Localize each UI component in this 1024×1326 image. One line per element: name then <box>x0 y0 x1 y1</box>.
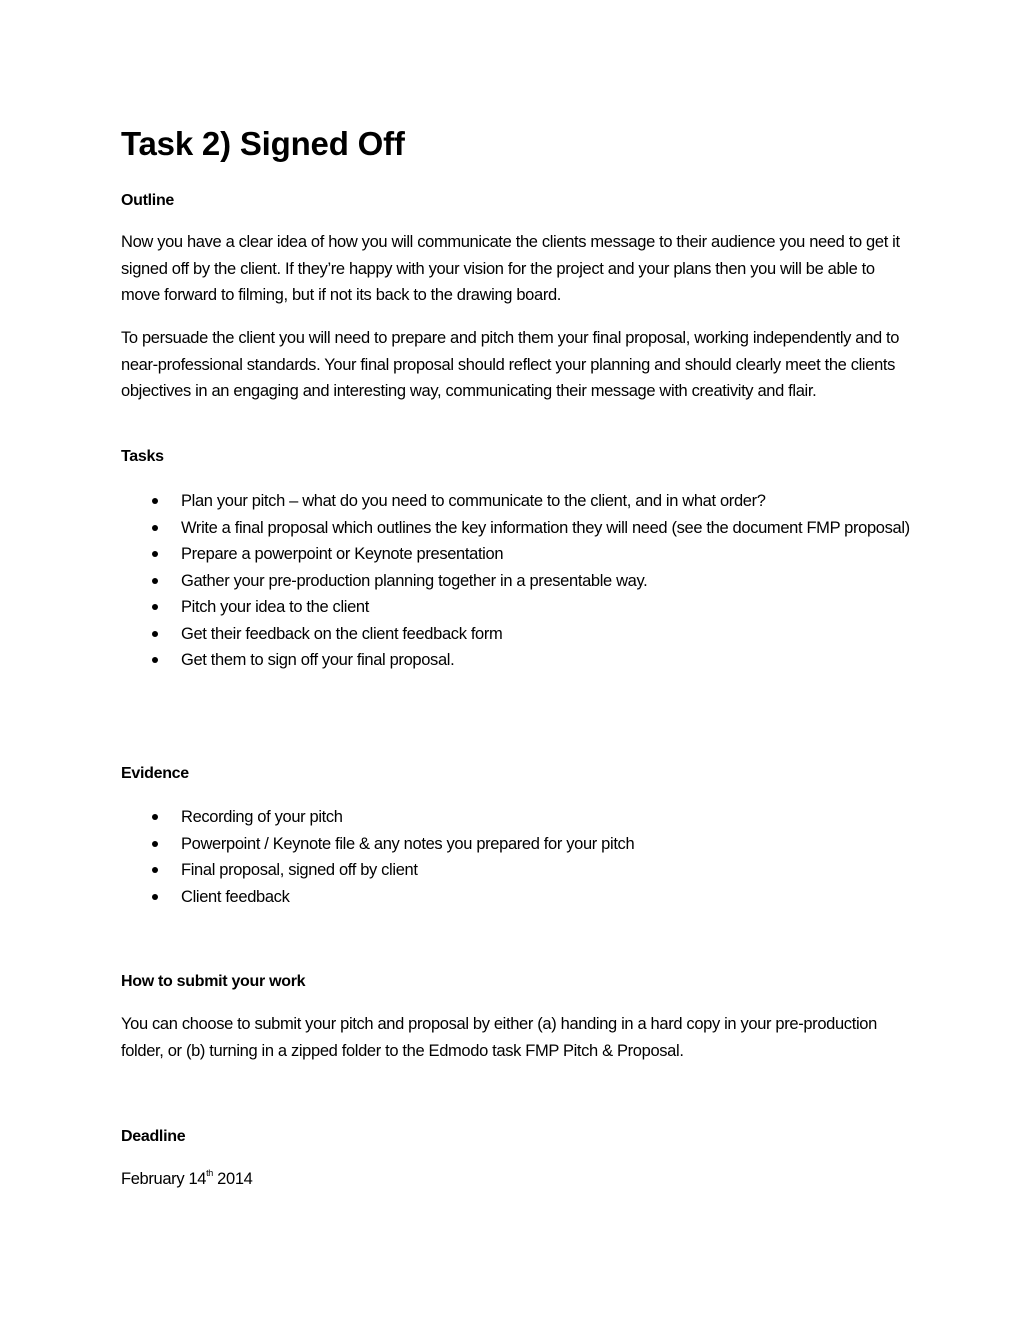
list-item: Gather your pre-production planning together in a presentable way. <box>121 568 911 595</box>
bullet-icon <box>152 631 158 637</box>
bullet-icon <box>152 604 158 610</box>
bullet-icon <box>152 657 158 663</box>
list-item: Plan your pitch – what do you need to communicate to the client, and in what order? <box>121 488 911 515</box>
evidence-list <box>121 804 911 910</box>
list-item: Pitch your idea to the client <box>121 594 911 621</box>
bullet-icon <box>152 551 158 557</box>
document-page <box>121 122 911 1188</box>
tasks-heading: Tasks <box>121 448 164 465</box>
list-item: Final proposal, signed off by client <box>121 857 911 884</box>
list-item: Client feedback <box>121 884 911 911</box>
bullet-icon <box>152 498 158 504</box>
deadline-heading: Deadline <box>121 1128 186 1145</box>
bullet-icon <box>152 814 158 820</box>
bullet-icon <box>152 578 158 584</box>
tasks-list <box>121 488 911 674</box>
list-item: Get their feedback on the client feedback form <box>121 621 911 648</box>
submit-paragraph: You can choose to submit your pitch and proposal by either (a) handing in a hard copy in your pre-production folder, or (b) turning in a zipped folder to the Edmodo task FMP Pitch & Proposal. <box>121 1015 877 1060</box>
bullet-icon <box>152 841 158 847</box>
list-item: Prepare a powerpoint or Keynote presentation <box>121 541 911 568</box>
list-item: Get them to sign off your final proposal. <box>121 647 911 674</box>
bullet-icon <box>152 525 158 531</box>
list-item: Recording of your pitch <box>121 804 911 831</box>
bullet-icon <box>152 867 158 873</box>
outline-heading: Outline <box>121 192 175 209</box>
evidence-heading: Evidence <box>121 765 189 782</box>
outline-paragraph-1: Now you have a clear idea of how you will communicate the clients message to their audience you need to get it signed off by the client. If they’re happy with your vision for the project and your plans then you will be able to move forward to filming, but if not its back to the drawing board. <box>121 233 900 304</box>
outline-paragraph-2: To persuade the client you will need to prepare and pitch them your final proposal, working independently and to near-professional standards. Your final proposal should reflect your planning and should clearly meet the clients objectives in an engaging and interesting way, communicating their message with creativity and flair. <box>121 329 900 400</box>
list-item: Write a final proposal which outlines the key information they will need (see the document FMP proposal) <box>121 515 911 542</box>
deadline-date: February 14th 2014 <box>121 1167 253 1188</box>
bullet-icon <box>152 894 158 900</box>
submit-heading: How to submit your work <box>121 973 306 990</box>
list-item: Powerpoint / Keynote file & any notes you prepared for your pitch <box>121 831 911 858</box>
page-title: Task 2) Signed Off <box>121 125 405 162</box>
